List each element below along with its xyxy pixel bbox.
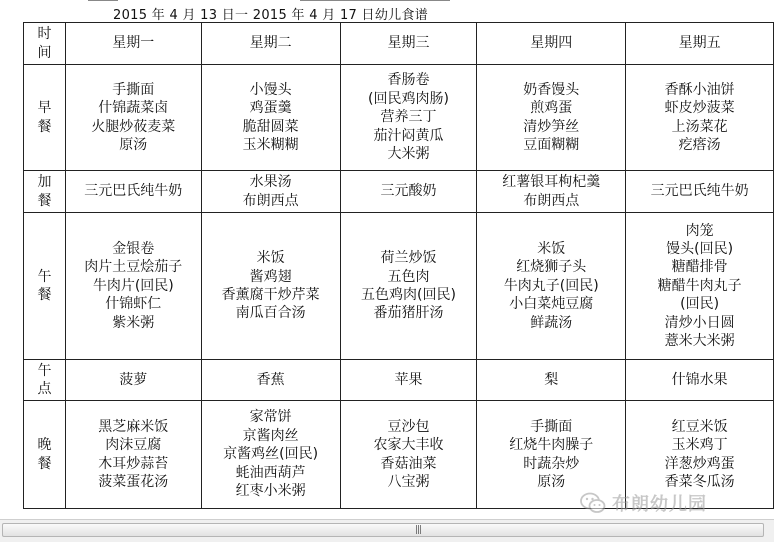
dish-item: 南瓜百合汤	[235, 305, 306, 322]
dish-item: 茄汁闷黄瓜	[373, 127, 444, 144]
dish-item: 香菇油菜	[380, 455, 437, 472]
dish-item: 鸡蛋羹	[249, 100, 292, 117]
dish-item: 清炒笋丝	[523, 118, 580, 135]
dish-item: 红烧狮子头	[516, 259, 587, 276]
dish-item: 煎鸡蛋	[530, 100, 573, 117]
dish-item: 上汤菜花	[671, 118, 728, 135]
dish-item: 金银卷	[112, 240, 155, 257]
meal-label-char: 午	[37, 268, 52, 285]
header-row	[24, 23, 774, 65]
menu-cell	[340, 171, 477, 213]
day-header: 星期二	[201, 23, 340, 65]
dish-item: 木耳炒蒜苔	[98, 455, 169, 472]
meal-row-lunch	[24, 213, 774, 360]
dish-item: 菠萝	[119, 371, 148, 388]
menu-cell	[477, 360, 626, 401]
weekly-menu-table	[23, 22, 774, 509]
dish-item: 原汤	[119, 136, 148, 153]
dish-item: 八宝粥	[387, 473, 430, 490]
dish-item: 洋葱炒鸡蛋	[664, 455, 735, 472]
meal-label-cell	[24, 213, 66, 360]
dish-item: 肉笼	[685, 222, 714, 239]
dish-item: 五色肉	[387, 268, 430, 285]
dish-item: 虾皮炒菠菜	[664, 100, 735, 117]
dish-item: 什锦蔬菜卤	[98, 100, 169, 117]
meal-label-char: 点	[37, 381, 52, 397]
menu-cell	[340, 360, 477, 401]
dish-item: 布朗西点	[523, 192, 580, 209]
meal-label-cell	[24, 360, 66, 401]
dish-item: 原汤	[537, 473, 566, 490]
dish-item: (回民)	[680, 296, 720, 313]
dish-item: 荷兰炒饭	[380, 250, 437, 267]
time-header-char: 时	[37, 26, 52, 43]
dish-item: 糖醋牛肉丸子	[657, 277, 742, 294]
dish-item: 紫米粥	[112, 314, 155, 331]
dish-item: 黑芝麻米饭	[98, 418, 169, 435]
dish-item: 香菜冬瓜汤	[664, 473, 735, 490]
meal-label-char: 午	[37, 362, 52, 379]
day-header: 星期三	[340, 23, 477, 65]
dish-item: 三元巴氏纯牛奶	[650, 183, 749, 200]
menu-cell	[626, 171, 774, 213]
dish-item: 梨	[544, 371, 559, 388]
menu-cell	[477, 213, 626, 360]
menu-cell	[201, 401, 340, 509]
dish-item: 时蔬杂炒	[523, 455, 580, 472]
wechat-icon	[580, 492, 606, 514]
dish-item: 手撕面	[530, 418, 573, 435]
horizontal-scrollbar[interactable]	[0, 519, 774, 542]
meal-label-char: 早	[37, 100, 52, 117]
dish-item: 牛肉片(回民)	[92, 277, 174, 294]
dish-item: 什锦水果	[671, 371, 728, 388]
dish-item: 蚝油西葫芦	[235, 464, 306, 481]
meal-label-char: 餐	[37, 118, 52, 135]
dish-item: 小馒头	[249, 81, 292, 98]
dish-item: 农家大丰收	[373, 437, 444, 454]
meal-label-cell	[24, 171, 66, 213]
page-edge-line	[88, 0, 118, 1]
dish-item: 豆面糊糊	[523, 136, 580, 153]
dish-item: 苹果	[394, 371, 423, 388]
dish-item: 家常饼	[249, 409, 292, 426]
dish-item: 肉沫豆腐	[105, 437, 162, 454]
dish-item: 玉米糊糊	[242, 136, 299, 153]
time-header-cell	[24, 23, 66, 65]
dish-item: 营养三丁	[380, 109, 437, 126]
dish-item: 水果汤	[249, 174, 292, 191]
dish-item: 酱鸡翅	[249, 268, 292, 285]
menu-cell	[340, 65, 477, 171]
dish-item: 京酱肉丝	[242, 427, 299, 444]
menu-cell	[65, 401, 201, 509]
dish-item: 脆甜圆菜	[242, 118, 299, 135]
watermark-text: 布朗幼儿园	[612, 494, 707, 515]
dish-item: 红烧牛肉臊子	[509, 437, 594, 454]
wechat-watermark	[580, 488, 707, 518]
dish-item: 红枣小米粥	[235, 483, 306, 500]
meal-label-char: 餐	[37, 455, 52, 472]
dish-item: 香肠卷	[387, 72, 430, 89]
menu-cell	[201, 65, 340, 171]
menu-cell	[65, 171, 201, 213]
menu-title: 2015 年 4 月 13 日一 2015 年 4 月 17 日幼儿食谱	[113, 8, 429, 23]
dish-item: 薏米大米粥	[664, 333, 735, 350]
day-header: 星期四	[477, 23, 626, 65]
dish-item: 火腿炒莜麦菜	[91, 118, 176, 135]
dish-item: 红豆米饭	[671, 418, 728, 435]
dish-item: 米饭	[537, 240, 566, 257]
meal-row-breakfast	[24, 65, 774, 171]
dish-item: 牛肉丸子(回民)	[503, 277, 599, 294]
dish-item: 清炒小日圆	[664, 314, 735, 331]
meal-label-char: 晚	[37, 437, 52, 454]
menu-cell	[477, 65, 626, 171]
dish-item: 豆沙包	[387, 418, 430, 435]
menu-cell	[65, 360, 201, 401]
dish-item: 糖醋排骨	[671, 259, 728, 276]
dish-item: 香蕉	[256, 371, 285, 388]
dish-item: 小白菜炖豆腐	[509, 296, 594, 313]
dish-item: 大米粥	[387, 146, 430, 163]
dish-item: 三元巴氏纯牛奶	[84, 183, 183, 200]
meal-row-snack	[24, 171, 774, 213]
dish-item: 玉米鸡丁	[671, 437, 728, 454]
dish-item: 菠菜蛋花汤	[98, 473, 169, 490]
meal-label-char: 餐	[37, 192, 52, 209]
dish-item: 京酱鸡丝(回民)	[223, 446, 319, 463]
menu-cell	[626, 65, 774, 171]
dish-item: 鲜蔬汤	[530, 314, 573, 331]
day-header: 星期五	[626, 23, 774, 65]
dish-item: 米饭	[256, 250, 285, 267]
menu-cell	[201, 360, 340, 401]
menu-cell	[340, 401, 477, 509]
meal-label-char: 餐	[37, 287, 52, 303]
menu-cell	[477, 171, 626, 213]
meal-label-cell	[24, 65, 66, 171]
dish-item: 香薰腐干炒芹菜	[221, 287, 320, 303]
menu-cell	[65, 65, 201, 171]
dish-item: 五色鸡肉(回民)	[360, 287, 456, 303]
dish-item: 疙瘩汤	[678, 136, 721, 153]
time-header-char: 间	[37, 44, 52, 61]
dish-item: 奶香馒头	[523, 81, 580, 98]
page-edge-line	[300, 0, 450, 1]
dish-item: 手撕面	[112, 81, 155, 98]
dish-item: (回民鸡肉肠)	[367, 90, 449, 107]
dish-item: 什锦虾仁	[105, 296, 162, 313]
dish-item: 布朗西点	[242, 192, 299, 209]
menu-cell	[201, 213, 340, 360]
dish-item: 三元酸奶	[380, 183, 437, 200]
dish-item: 肉片土豆烩茄子	[84, 259, 183, 276]
dish-item: 馒头(回民)	[666, 240, 734, 257]
menu-cell	[626, 213, 774, 360]
dish-item: 香酥小油饼	[664, 81, 735, 98]
dish-item: 红薯银耳枸杞羹	[502, 174, 601, 191]
menu-cell	[340, 213, 477, 360]
meal-row-afternoon-snack	[24, 360, 774, 401]
dish-item: 番茄猪肝汤	[373, 305, 444, 322]
meal-label-char: 加	[37, 174, 52, 191]
scrollbar-grip: |||	[415, 525, 422, 535]
meal-label-cell	[24, 401, 66, 509]
menu-cell	[65, 213, 201, 360]
menu-cell	[201, 171, 340, 213]
day-header: 星期一	[65, 23, 201, 65]
scrollbar-thumb[interactable]	[2, 523, 764, 537]
menu-cell	[626, 360, 774, 401]
